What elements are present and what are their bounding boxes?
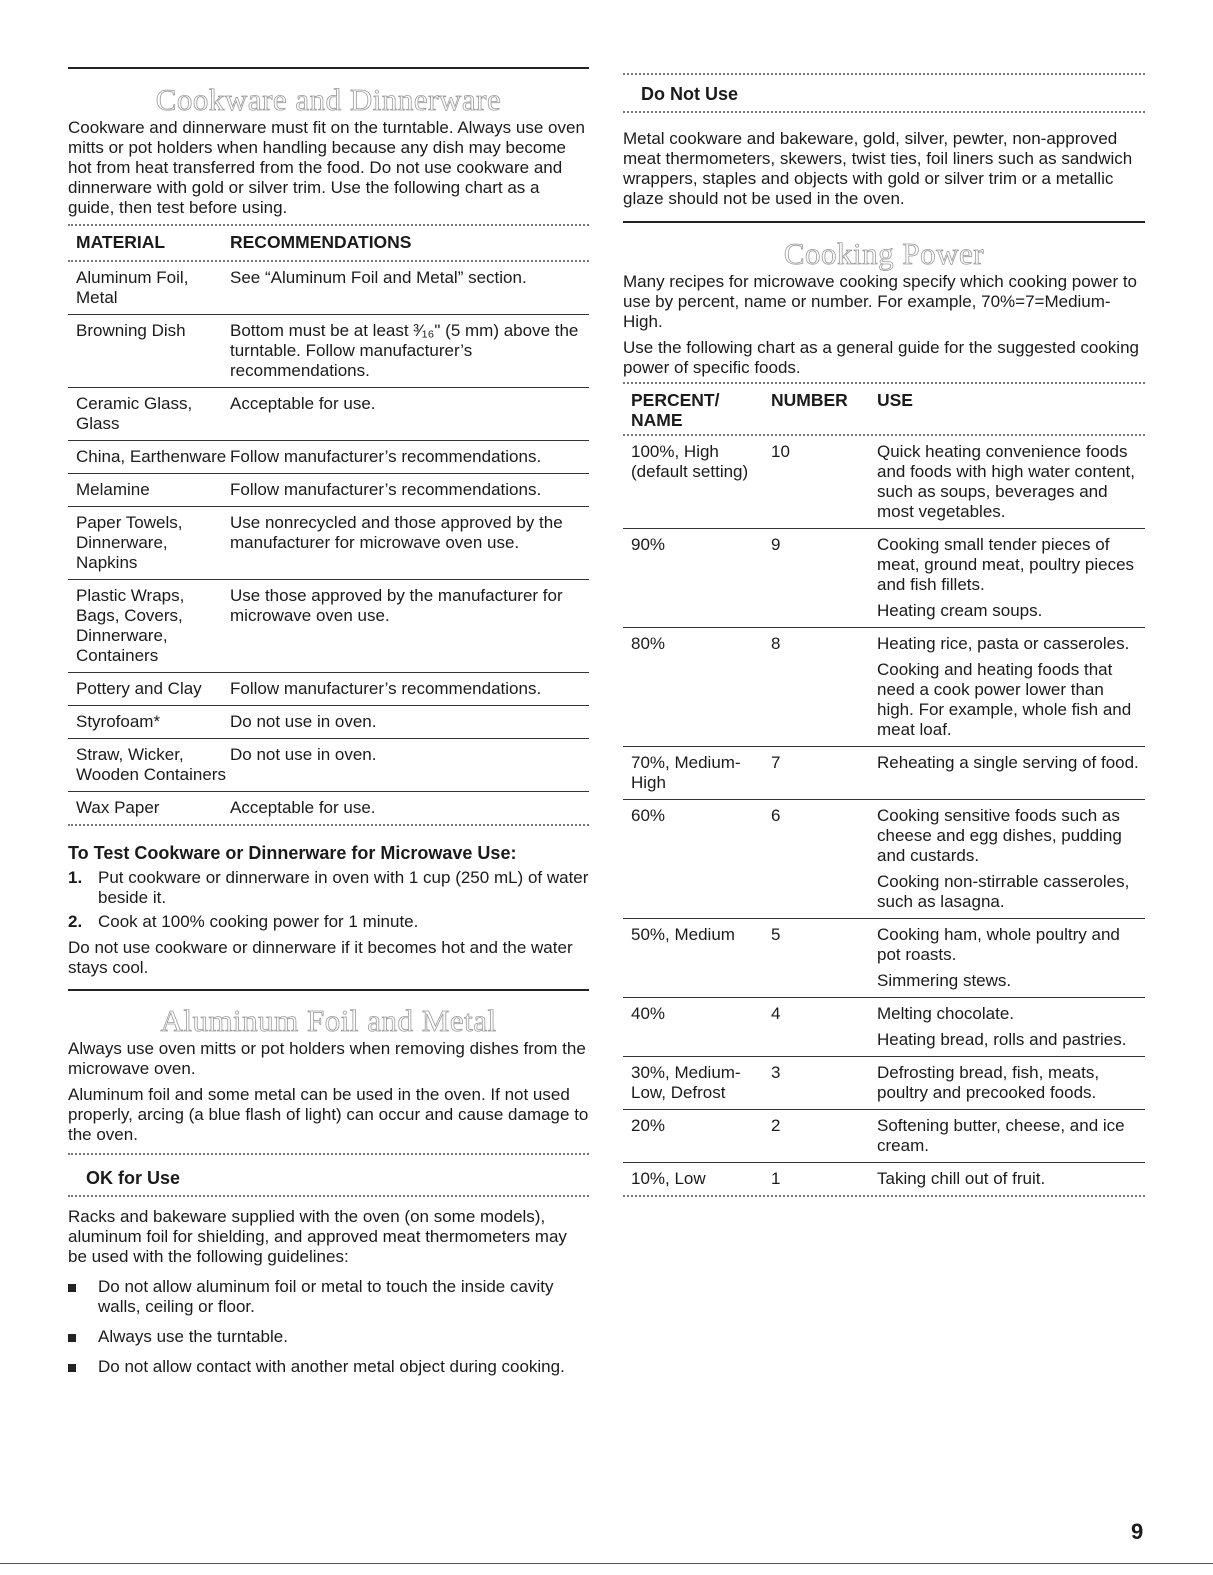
power-para1: Many recipes for microwave cooking specify which cooking power to use by percent, name or number. For example, 70%=7=Medium-High. <box>623 272 1138 331</box>
material-cell: Melamine <box>76 480 150 499</box>
recommendation-cell: Follow manufacturer’s recommendations. <box>230 679 542 698</box>
use-cell <box>877 753 1145 793</box>
table-row <box>68 580 589 673</box>
use-text: Softening butter, cheese, and ice cream. <box>877 1116 1125 1155</box>
number-cell: 5 <box>771 925 781 944</box>
bullet-icon <box>68 1357 98 1377</box>
table-row <box>68 792 589 824</box>
recommendation-cell: Acceptable for use. <box>230 798 376 817</box>
use-text: Cooking small tender pieces of meat, ground meat, poultry pieces and fish fillets. <box>877 535 1135 594</box>
use-cell <box>877 634 1145 740</box>
table-row <box>68 474 589 507</box>
col-use: USE <box>877 390 913 410</box>
material-cell: Styrofoam* <box>76 712 161 731</box>
table-row <box>68 739 589 792</box>
col-number: NUMBER <box>771 390 848 410</box>
step-number: 1. <box>68 868 83 887</box>
material-cell: Browning Dish <box>76 321 186 340</box>
use-text: Heating bread, rolls and pastries. <box>877 1030 1127 1049</box>
use-text: Melting chocolate. <box>877 1004 1015 1023</box>
table-row <box>68 262 589 315</box>
number-cell: 6 <box>771 806 781 825</box>
percent-cell: 100%, High (default setting) <box>631 442 749 481</box>
aluminum-para1: Always use oven mitts or pot holders when removing dishes from the microwave oven. <box>68 1039 586 1078</box>
table-row <box>623 1110 1145 1163</box>
step-text: Cook at 100% cooking power for 1 minute. <box>98 912 419 931</box>
list-item <box>68 868 589 908</box>
ok-intro: Racks and bakeware supplied with the oven (on some models), aluminum foil for shielding, and approved meat thermometers may be used with the following guidelines: <box>68 1207 567 1266</box>
dotted-rule <box>623 111 1145 113</box>
number-cell: 9 <box>771 535 781 554</box>
percent-cell: 70%, Medium-High <box>631 753 741 792</box>
bullet-text: Do not allow contact with another metal object during cooking. <box>98 1357 565 1376</box>
recommendation-cell: Bottom must be at least ³⁄₁₆" (5 mm) above the turntable. Follow manufacturer’s recommendations. <box>230 321 579 380</box>
list-item <box>68 912 589 932</box>
material-cell: Straw, Wicker, Wooden Containers <box>76 745 226 784</box>
number-cell: 10 <box>771 442 790 461</box>
bullet-icon <box>68 1277 98 1317</box>
recommendation-cell: Do not use in oven. <box>230 712 377 731</box>
material-cell: Aluminum Foil, Metal <box>76 268 189 307</box>
table-row <box>623 628 1145 747</box>
test-note: Do not use cookware or dinnerware if it becomes hot and the water stays cool. <box>68 938 573 977</box>
power-para2: Use the following chart as a general guide for the suggested cooking power of specific foods. <box>623 338 1139 377</box>
number-cell: 7 <box>771 753 781 772</box>
table-row <box>68 673 589 706</box>
material-cell: Ceramic Glass, Glass <box>76 394 193 433</box>
table-row <box>623 1163 1145 1195</box>
use-text: Cooking non-stirrable casseroles, such as lasagna. <box>877 872 1130 911</box>
recommendation-cell: See “Aluminum Foil and Metal” section. <box>230 268 527 287</box>
percent-cell: 40% <box>631 1004 666 1023</box>
material-table <box>68 262 589 824</box>
section-rule <box>68 67 589 69</box>
test-steps <box>68 868 589 932</box>
do-not-use-text: Metal cookware and bakeware, gold, silver, pewter, non-approved meat thermometers, skewers, twist ties, foil liners such as sandwich wrappers, staples and objects with gold or silver trim or a metallic glaze should not be used in the oven. <box>623 129 1133 208</box>
dotted-rule <box>623 1195 1145 1197</box>
material-cell: China, Earthenware <box>76 447 227 466</box>
material-cell: Pottery and Clay <box>76 679 202 698</box>
dotted-rule <box>68 824 589 826</box>
number-cell: 2 <box>771 1116 781 1135</box>
use-text: Heating cream soups. <box>877 601 1043 620</box>
list-item <box>68 1357 589 1377</box>
use-cell <box>877 442 1145 522</box>
recommendation-cell: Acceptable for use. <box>230 394 376 413</box>
power-table <box>623 436 1145 1195</box>
number-cell: 8 <box>771 634 781 653</box>
recommendation-cell: Follow manufacturer’s recommendations. <box>230 447 542 466</box>
use-cell <box>877 1063 1145 1103</box>
percent-cell: 80% <box>631 634 666 653</box>
recommendation-cell: Use nonrecycled and those approved by the manufacturer for microwave oven use. <box>230 513 563 552</box>
aluminum-heading: Aluminum Foil and Metal <box>160 1003 497 1038</box>
recommendation-cell: Follow manufacturer’s recommendations. <box>230 480 542 499</box>
use-cell <box>877 806 1145 912</box>
table-row <box>68 706 589 739</box>
number-cell: 4 <box>771 1004 781 1023</box>
step-number: 2. <box>68 912 83 931</box>
cookware-heading: Cookware and Dinnerware <box>155 82 502 117</box>
recommendation-cell: Use those approved by the manufacturer for microwave oven use. <box>230 586 563 625</box>
use-text: Simmering stews. <box>877 971 1012 990</box>
list-item <box>68 1277 589 1317</box>
col-percent: PERCENT/ NAME <box>631 390 720 430</box>
step-text: Put cookware or dinnerware in oven with 1 cup (250 mL) of water beside it. <box>98 868 589 907</box>
table-row <box>623 919 1145 998</box>
use-text: Defrosting bread, fish, meats, poultry and precooked foods. <box>877 1063 1100 1102</box>
percent-cell: 10%, Low <box>631 1169 706 1188</box>
use-text: Quick heating convenience foods and foods with high water content, such as soups, beverages and most vegetables. <box>877 442 1135 521</box>
right-column <box>623 0 1145 1197</box>
number-cell: 1 <box>771 1169 781 1188</box>
table-row <box>68 315 589 388</box>
table-row <box>623 529 1145 628</box>
use-text: Reheating a single serving of food. <box>877 753 1139 772</box>
use-cell <box>877 1169 1145 1189</box>
power-heading: Cooking Power <box>783 236 985 271</box>
bullet-icon <box>68 1327 98 1347</box>
do-not-use-heading: Do Not Use <box>641 84 739 104</box>
use-cell <box>877 1004 1145 1050</box>
percent-cell: 30%, Medium-Low, Defrost <box>631 1063 741 1102</box>
col-recommendations: RECOMMENDATIONS <box>230 232 412 252</box>
aluminum-para2: Aluminum foil and some metal can be used in the oven. If not used properly, arcing (a blue flash of light) can occur and cause damage to the oven. <box>68 1085 589 1144</box>
number-cell: 3 <box>771 1063 781 1082</box>
section-rule <box>623 221 1145 223</box>
material-table-header <box>68 226 589 260</box>
footer-rule <box>0 1563 1213 1564</box>
use-cell <box>877 925 1145 991</box>
bullet-text: Always use the turntable. <box>98 1327 288 1346</box>
use-text: Taking chill out of fruit. <box>877 1169 1046 1188</box>
dotted-rule <box>68 1195 589 1197</box>
use-cell <box>877 1116 1145 1156</box>
table-row <box>68 388 589 441</box>
ok-heading: OK for Use <box>86 1168 181 1188</box>
page-number: 9 <box>1131 1519 1144 1544</box>
table-row <box>623 436 1145 529</box>
test-heading: To Test Cookware or Dinnerware for Microwave Use: <box>68 843 517 863</box>
percent-cell: 60% <box>631 806 666 825</box>
recommendation-cell: Do not use in oven. <box>230 745 377 764</box>
material-cell: Wax Paper <box>76 798 160 817</box>
use-text: Cooking sensitive foods such as cheese and egg dishes, pudding and custards. <box>877 806 1122 865</box>
table-row <box>68 507 589 580</box>
table-row <box>623 800 1145 919</box>
ok-bullets <box>68 1277 589 1377</box>
cookware-intro: Cookware and dinnerware must fit on the turntable. Always use oven mitts or pot holders when handling because any dish may become hot from heat transferred from the food. Do not use cookware and dinnerware with gold or silver trim. Use the following chart as a guide, then test before using. <box>68 118 585 217</box>
percent-cell: 50%, Medium <box>631 925 735 944</box>
percent-cell: 20% <box>631 1116 666 1135</box>
use-text: Cooking ham, whole poultry and pot roasts. <box>877 925 1120 964</box>
table-row <box>623 1057 1145 1110</box>
table-row <box>623 998 1145 1057</box>
section-rule <box>68 989 589 991</box>
col-material: MATERIAL <box>76 232 166 252</box>
material-cell: Plastic Wraps, Bags, Covers, Dinnerware, Containers <box>76 586 185 665</box>
use-text: Heating rice, pasta or casseroles. <box>877 634 1130 653</box>
material-cell: Paper Towels, Dinnerware, Napkins <box>76 513 183 572</box>
table-row <box>68 441 589 474</box>
bullet-text: Do not allow aluminum foil or metal to touch the inside cavity walls, ceiling or floor. <box>98 1277 554 1316</box>
use-cell <box>877 535 1145 621</box>
left-column <box>68 0 589 1377</box>
power-table-header <box>623 384 1145 434</box>
table-row <box>623 747 1145 800</box>
list-item <box>68 1327 589 1347</box>
use-text: Cooking and heating foods that need a cook power lower than high. For example, whole fish and meat loaf. <box>877 660 1132 739</box>
percent-cell: 90% <box>631 535 666 554</box>
